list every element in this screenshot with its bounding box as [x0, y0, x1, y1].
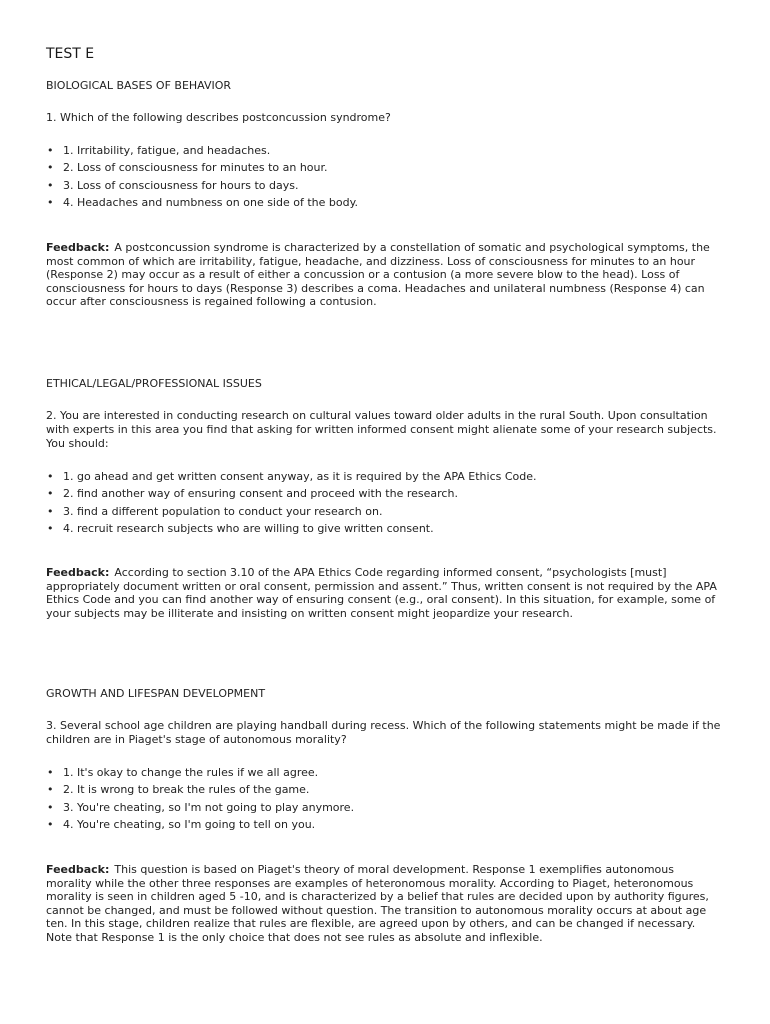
answer-option — [46, 194, 722, 211]
answer-option-label: 3. find a different population to conduct your research on. — [63, 504, 383, 518]
category-heading: ETHICAL/LEGAL/PROFESSIONAL ISSUES — [46, 377, 262, 390]
bullet-icon: • — [47, 504, 54, 518]
bullet-icon: • — [47, 766, 54, 779]
bullet-icon: • — [47, 144, 54, 157]
answer-option-label: 1. go ahead and get written consent anyway, as it is required by the APA Ethics Code. — [63, 470, 537, 483]
question-section-2 — [46, 377, 722, 538]
bullet-icon: • — [47, 818, 54, 832]
answer-option — [46, 142, 722, 159]
category-heading: BIOLOGICAL BASES OF BEHAVIOR — [46, 79, 232, 92]
answer-option — [46, 764, 722, 781]
feedback-paragraph-1 — [46, 241, 722, 309]
bullet-icon: • — [47, 161, 54, 175]
feedback-paragraph-2 — [46, 566, 722, 620]
answer-option-label: 2. Loss of consciousness for minutes to an hour. — [63, 161, 328, 175]
feedback-label: Feedback: — [46, 241, 110, 254]
answer-option — [46, 816, 722, 833]
question-section-3 — [46, 687, 722, 834]
question-text: 3. Several school age children are playing handball during recess. Which of the following statements might be made if the children are in Piaget's stage of autonomous morality? — [46, 719, 721, 746]
answer-option — [46, 781, 722, 798]
category-heading: GROWTH AND LIFESPAN DEVELOPMENT — [46, 687, 266, 700]
bullet-icon: • — [47, 783, 54, 797]
feedback-text: According to section 3.10 of the APA Ethics Code regarding informed consent, “psychologists [must] appropriately document written or oral consent, permission and assent.” Thus, written consent is not required by the APA Ethics Code and you can find another way of ensuring consent (e.g., oral consent). In this situation, for example, some of your subjects may be illiterate and insisting on written consent might jeopardize your research. — [46, 566, 717, 620]
bullet-icon: • — [47, 800, 54, 814]
answer-options-list — [46, 142, 722, 212]
answer-option — [46, 503, 722, 520]
feedback-text: This question is based on Piaget's theory of moral development. Response 1 exemplifies autonomous morality while the other three responses are examples of heteronomous morality. According to Piaget, heteronomous morality is seen in children aged 5 -10, and is characterized by a belief that rules are decided upon by authority figures, cannot be changed, and must be followed without question. The transition to autonomous morality occurs at about age ten. In this stage, children realize that rules are flexible, are agreed upon by others, and can be changed if necessary. Note that Response 1 is the only choice that does not see rules as absolute and inflexible. — [46, 863, 709, 944]
bullet-icon: • — [47, 487, 54, 501]
answer-option-label: 4. recruit research subjects who are willing to give written consent. — [63, 522, 434, 536]
answer-option — [46, 799, 722, 816]
feedback-paragraph-3 — [46, 863, 722, 945]
answer-option-label: 4. Headaches and numbness on one side of the body. — [63, 196, 359, 210]
answer-option — [46, 177, 722, 194]
answer-options-list — [46, 764, 722, 834]
answer-option-label: 2. It is wrong to break the rules of the game. — [63, 783, 310, 797]
answer-option — [46, 159, 722, 176]
feedback-label: Feedback: — [46, 863, 110, 876]
question-text: 1. Which of the following describes postconcussion syndrome? — [46, 111, 391, 124]
answer-option-label: 3. Loss of consciousness for hours to days. — [63, 178, 299, 192]
bullet-icon: • — [47, 178, 54, 192]
answer-option-label: 1. It's okay to change the rules if we all agree. — [63, 766, 319, 779]
answer-option-label: 4. You're cheating, so I'm going to tell on you. — [63, 818, 316, 832]
bullet-icon: • — [47, 470, 54, 483]
answer-option-label: 1. Irritability, fatigue, and headaches. — [63, 144, 271, 157]
question-text: 2. You are interested in conducting research on cultural values toward older adults in the rural South. Upon consultation with experts in this area you find that asking for written informed consent might alienate some of your research subjects. You should: — [46, 409, 717, 450]
question-section-1 — [46, 79, 722, 212]
feedback-text: A postconcussion syndrome is characterized by a constellation of somatic and psychological symptoms, the most common of which are irritability, fatigue, headache, and dizziness. Loss of consciousness for minutes to an hour (Response 2) may occur as a result of either a concussion or a contusion (a more severe blow to the head). Loss of consciousness for hours to days (Response 3) describes a coma. Headaches and unilateral numbness (Response 4) can occur after consciousness is regained following a contusion. — [46, 241, 710, 309]
feedback-label: Feedback: — [46, 566, 110, 579]
answer-option — [46, 520, 722, 537]
bullet-icon: • — [47, 196, 54, 210]
bullet-icon: • — [47, 522, 54, 536]
answer-option — [46, 468, 722, 485]
answer-option — [46, 485, 722, 502]
answer-option-label: 2. find another way of ensuring consent and proceed with the research. — [63, 487, 458, 501]
answer-options-list — [46, 468, 722, 538]
answer-option-label: 3. You're cheating, so I'm not going to play anymore. — [63, 800, 355, 814]
document-title: TEST E — [46, 46, 95, 62]
